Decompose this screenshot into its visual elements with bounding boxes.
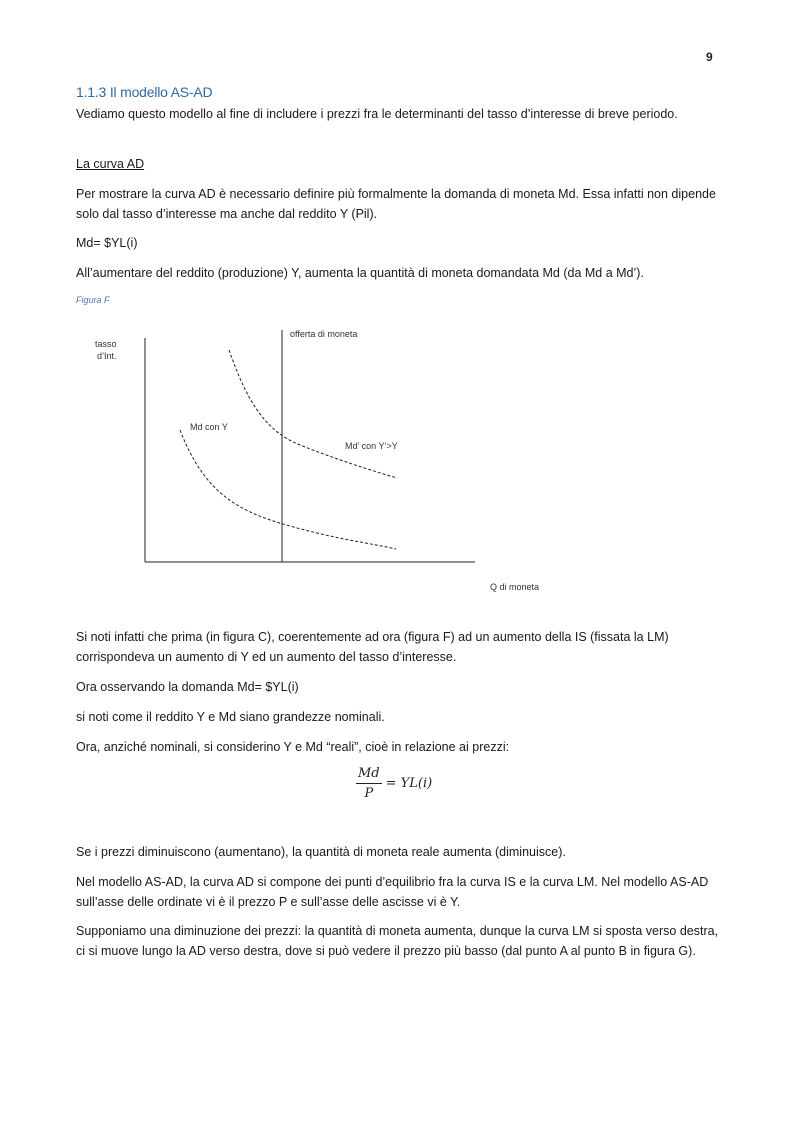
paragraph-real-values: Ora, anziché nominali, si considerino Y e Md “reali”, cioè in relazione ai prezzi: xyxy=(76,740,510,754)
formula-rhs: = YL(i) xyxy=(385,776,433,791)
md-prime-curve xyxy=(229,350,397,478)
intro-paragraph: Vediamo questo modello al fine di includere i prezzi fra le determinanti del tasso d’interesse di breve periodo. xyxy=(76,107,678,121)
equation-money-demand: Md= $YL(i) xyxy=(76,236,138,250)
paragraph-price-effect: Se i prezzi diminuiscono (aumentano), la quantità di moneta reale aumenta (diminuisce). xyxy=(76,845,566,859)
page-number: 9 xyxy=(706,50,713,64)
supply-label: offerta di moneta xyxy=(290,329,358,339)
x-axis-label: Q di moneta xyxy=(490,582,540,592)
formula-numerator: Md xyxy=(356,766,382,784)
md-curve-label: Md con Y xyxy=(190,422,228,432)
paragraph-price-decrease: Supponiamo una diminuzione dei prezzi: la quantità di moneta aumenta, dunque la curva LM si sposta verso destra, ci si muove lungo la AD verso destra, dove si può vedere il prezzo più basso (dal punto A al punto B in figura G). xyxy=(76,924,719,958)
real-money-demand-formula xyxy=(356,766,432,801)
md-prime-curve-label: Md’ con Y’>Y xyxy=(345,441,398,451)
paragraph-nominal-values: si noti come il reddito Y e Md siano grandezze nominali. xyxy=(76,710,385,724)
paragraph-income-increase: All’aumentare del reddito (produzione) Y, aumenta la quantità di moneta domandata Md (da Md a Md’). xyxy=(76,266,644,280)
paragraph-observing-demand: Ora osservando la domanda Md= $YL(i) xyxy=(76,680,299,694)
paragraph-money-demand: Per mostrare la curva AD è necessario definire più formalmente la domanda di moneta Md. Essa infatti non dipende solo dal tasso d’interesse ma anche dal reddito Y (Pil). xyxy=(76,187,716,221)
formula-denominator: P xyxy=(364,786,374,801)
paragraph-figure-comparison: Si noti infatti che prima (in figura C), coerentemente ad ora (figura F) ad un aumento della IS (fissata la LM) corrispondeva un aumento di Y ed un aumento del tasso d’interesse. xyxy=(76,630,669,664)
formula-fraction xyxy=(356,766,382,801)
y-axis-label-line2: d’Int. xyxy=(97,351,117,361)
paragraph-as-ad-model: Nel modello AS-AD, la curva AD si compone dei punti d’equilibrio fra la curva IS e la curva LM. Nel modello AS-AD sull’asse delle ordinate vi è il prezzo P e sull’asse delle ascisse vi è Y. xyxy=(76,875,709,909)
y-axis-label-line1: tasso xyxy=(95,339,117,349)
figure-caption: Figura F xyxy=(76,295,110,305)
section-title: 1.1.3 Il modello AS-AD xyxy=(76,84,213,100)
subheading-curva-ad: La curva AD xyxy=(76,157,145,171)
